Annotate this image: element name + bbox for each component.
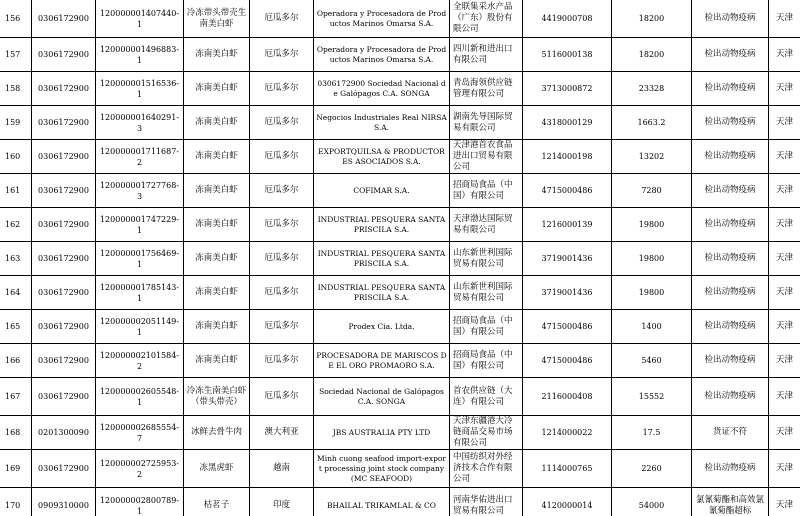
importer-code-cell: 4120000014 bbox=[523, 488, 612, 516]
weight-cell: 19800 bbox=[612, 276, 692, 310]
row-number-cell: 163 bbox=[0, 242, 32, 276]
importer-cell: 河南华佑进出口贸易有限公司 bbox=[450, 488, 523, 516]
weight-cell: 13202 bbox=[612, 140, 692, 174]
port-cell: 天津 bbox=[769, 0, 800, 38]
table-row bbox=[0, 106, 800, 140]
declaration-number-cell: 120000001496883-1 bbox=[96, 38, 184, 72]
port-cell: 天津 bbox=[769, 378, 800, 416]
origin-country-cell: 厄瓜多尔 bbox=[250, 310, 314, 344]
port-cell: 天津 bbox=[769, 488, 800, 516]
product-name-cell: 冻南美白虾 bbox=[184, 208, 250, 242]
importer-cell: 天津渤达国际贸易有限公司 bbox=[450, 208, 523, 242]
hs-code-cell: 0306172900 bbox=[32, 0, 96, 38]
port-cell: 天津 bbox=[769, 344, 800, 378]
origin-country-cell: 厄瓜多尔 bbox=[250, 276, 314, 310]
port-cell: 天津 bbox=[769, 276, 800, 310]
producer-company-cell: EXPORTQUILSA & PRODUCTORES ASOCIADOS S.A. bbox=[314, 140, 450, 174]
importer-code-cell: 1216000139 bbox=[523, 208, 612, 242]
importer-code-cell: 5116000138 bbox=[523, 38, 612, 72]
hs-code-cell: 0306172900 bbox=[32, 174, 96, 208]
rejection-reason-cell: 货证不符 bbox=[692, 416, 769, 450]
declaration-number-cell: 120000002101584-2 bbox=[96, 344, 184, 378]
importer-cell: 四川新和进出口有限公司 bbox=[450, 38, 523, 72]
importer-code-cell: 4715000486 bbox=[523, 310, 612, 344]
importer-code-cell: 2116000408 bbox=[523, 378, 612, 416]
producer-company-cell: JBS AUSTRALIA PTY LTD bbox=[314, 416, 450, 450]
weight-cell: 7280 bbox=[612, 174, 692, 208]
port-cell: 天津 bbox=[769, 208, 800, 242]
table-row bbox=[0, 450, 800, 488]
table-row bbox=[0, 140, 800, 174]
row-number-cell: 165 bbox=[0, 310, 32, 344]
hs-code-cell: 0306172900 bbox=[32, 450, 96, 488]
origin-country-cell: 厄瓜多尔 bbox=[250, 72, 314, 106]
declaration-number-cell: 120000001756469-1 bbox=[96, 242, 184, 276]
weight-cell: 2260 bbox=[612, 450, 692, 488]
rejection-reason-cell: 检出动物疫病 bbox=[692, 38, 769, 72]
declaration-number-cell: 120000001747229-1 bbox=[96, 208, 184, 242]
product-name-cell: 枯茗子 bbox=[184, 488, 250, 516]
producer-company-cell: PROCESADORA DE MARISCOS DE EL ORO PROMAORO S.A. bbox=[314, 344, 450, 378]
importer-cell: 青岛海领供应链管理有限公司 bbox=[450, 72, 523, 106]
producer-company-cell: Operadora y Procesadora de Productos Marinos Omarsa S.A. bbox=[314, 0, 450, 38]
origin-country-cell: 厄瓜多尔 bbox=[250, 106, 314, 140]
importer-cell: 山东新世利国际贸易有限公司 bbox=[450, 276, 523, 310]
producer-company-cell: INDUSTRIAL PESQUERA SANTA PRISCILA S.A. bbox=[314, 276, 450, 310]
rejection-reason-cell: 检出动物疫病 bbox=[692, 72, 769, 106]
table-row bbox=[0, 378, 800, 416]
origin-country-cell: 厄瓜多尔 bbox=[250, 378, 314, 416]
weight-cell: 54000 bbox=[612, 488, 692, 516]
table-row bbox=[0, 208, 800, 242]
declaration-number-cell: 120000002685554-7 bbox=[96, 416, 184, 450]
importer-cell: 天津东疆港大冷链商品交易市场有限公司 bbox=[450, 416, 523, 450]
row-number-cell: 157 bbox=[0, 38, 32, 72]
rejection-reason-cell: 检出动物疫病 bbox=[692, 106, 769, 140]
importer-code-cell: 3719001436 bbox=[523, 242, 612, 276]
importer-cell: 首农供应链（大连）有限公司 bbox=[450, 378, 523, 416]
product-name-cell: 冻南美白虾 bbox=[184, 72, 250, 106]
weight-cell: 1400 bbox=[612, 310, 692, 344]
weight-cell: 23328 bbox=[612, 72, 692, 106]
port-cell: 天津 bbox=[769, 174, 800, 208]
rejection-reason-cell: 检出动物疫病 bbox=[692, 344, 769, 378]
port-cell: 天津 bbox=[769, 450, 800, 488]
producer-company-cell: Negocios Industriales Real NIRSA S.A. bbox=[314, 106, 450, 140]
declaration-number-cell: 120000001785143-1 bbox=[96, 276, 184, 310]
importer-code-cell: 4318000129 bbox=[523, 106, 612, 140]
table-row bbox=[0, 72, 800, 106]
declaration-number-cell: 120000001727768-3 bbox=[96, 174, 184, 208]
row-number-cell: 156 bbox=[0, 0, 32, 38]
weight-cell: 19800 bbox=[612, 242, 692, 276]
importer-code-cell: 4419000708 bbox=[523, 0, 612, 38]
importer-code-cell: 4715000486 bbox=[523, 174, 612, 208]
declaration-number-cell: 120000001407440-1 bbox=[96, 0, 184, 38]
origin-country-cell: 厄瓜多尔 bbox=[250, 174, 314, 208]
hs-code-cell: 0201300090 bbox=[32, 416, 96, 450]
hs-code-cell: 0306172900 bbox=[32, 140, 96, 174]
origin-country-cell: 越南 bbox=[250, 450, 314, 488]
weight-cell: 18200 bbox=[612, 0, 692, 38]
row-number-cell: 170 bbox=[0, 488, 32, 516]
origin-country-cell: 厄瓜多尔 bbox=[250, 208, 314, 242]
hs-code-cell: 0306172900 bbox=[32, 242, 96, 276]
port-cell: 天津 bbox=[769, 242, 800, 276]
weight-cell: 18200 bbox=[612, 38, 692, 72]
rejection-reason-cell: 检出动物疫病 bbox=[692, 276, 769, 310]
product-name-cell: 冻南美白虾 bbox=[184, 106, 250, 140]
importer-code-cell: 3719001436 bbox=[523, 276, 612, 310]
importer-code-cell: 4715000486 bbox=[523, 344, 612, 378]
hs-code-cell: 0306172900 bbox=[32, 106, 96, 140]
product-name-cell: 冻南美白虾 bbox=[184, 242, 250, 276]
row-number-cell: 167 bbox=[0, 378, 32, 416]
row-number-cell: 168 bbox=[0, 416, 32, 450]
table-row bbox=[0, 38, 800, 72]
declaration-number-cell: 120000002051149-1 bbox=[96, 310, 184, 344]
declaration-number-cell: 120000001711687-2 bbox=[96, 140, 184, 174]
row-number-cell: 158 bbox=[0, 72, 32, 106]
weight-cell: 17.5 bbox=[612, 416, 692, 450]
producer-company-cell: COFIMAR S.A. bbox=[314, 174, 450, 208]
importer-cell: 湖南先导国际贸易有限公司 bbox=[450, 106, 523, 140]
port-cell: 天津 bbox=[769, 140, 800, 174]
weight-cell: 1663.2 bbox=[612, 106, 692, 140]
hs-code-cell: 0306172900 bbox=[32, 38, 96, 72]
product-name-cell: 冻南美白虾 bbox=[184, 344, 250, 378]
table-row bbox=[0, 416, 800, 450]
producer-company-cell: Prodex Cia. Ltda. bbox=[314, 310, 450, 344]
row-number-cell: 169 bbox=[0, 450, 32, 488]
importer-cell: 招商局食品（中国）有限公司 bbox=[450, 174, 523, 208]
rejection-reason-cell: 检出动物疫病 bbox=[692, 0, 769, 38]
port-cell: 天津 bbox=[769, 416, 800, 450]
product-name-cell: 冷冻生南美白虾（带头带壳） bbox=[184, 378, 250, 416]
importer-code-cell: 1214000022 bbox=[523, 416, 612, 450]
origin-country-cell: 厄瓜多尔 bbox=[250, 38, 314, 72]
rejection-reason-cell: 检出动物疫病 bbox=[692, 378, 769, 416]
rejection-reason-cell: 检出动物疫病 bbox=[692, 208, 769, 242]
product-name-cell: 冰鲜去骨牛肉 bbox=[184, 416, 250, 450]
product-name-cell: 冻南美白虾 bbox=[184, 174, 250, 208]
product-name-cell: 冻南美白虾 bbox=[184, 140, 250, 174]
importer-cell: 全联集采水产品（广东）股份有限公司 bbox=[450, 0, 523, 38]
rejection-reason-cell: 检出动物疫病 bbox=[692, 450, 769, 488]
declaration-number-cell: 120000001516536-1 bbox=[96, 72, 184, 106]
origin-country-cell: 印度 bbox=[250, 488, 314, 516]
hs-code-cell: 0909310000 bbox=[32, 488, 96, 516]
importer-cell: 山东新世利国际贸易有限公司 bbox=[450, 242, 523, 276]
importer-code-cell: 3713000872 bbox=[523, 72, 612, 106]
row-number-cell: 161 bbox=[0, 174, 32, 208]
origin-country-cell: 厄瓜多尔 bbox=[250, 242, 314, 276]
port-cell: 天津 bbox=[769, 106, 800, 140]
hs-code-cell: 0306172900 bbox=[32, 72, 96, 106]
producer-company-cell: 0306172900 Sociedad Nacional de Galópagos C.A. SONGA bbox=[314, 72, 450, 106]
importer-cell: 招商局食品（中国）有限公司 bbox=[450, 344, 523, 378]
product-name-cell: 冻黑虎虾 bbox=[184, 450, 250, 488]
hs-code-cell: 0306172900 bbox=[32, 310, 96, 344]
row-number-cell: 164 bbox=[0, 276, 32, 310]
origin-country-cell: 澳大利亚 bbox=[250, 416, 314, 450]
declaration-number-cell: 120000002725953-2 bbox=[96, 450, 184, 488]
port-cell: 天津 bbox=[769, 310, 800, 344]
table-row bbox=[0, 276, 800, 310]
port-cell: 天津 bbox=[769, 72, 800, 106]
row-number-cell: 160 bbox=[0, 140, 32, 174]
importer-cell: 天津港首农食品进出口贸易有限公司 bbox=[450, 140, 523, 174]
declaration-number-cell: 120000001640291-3 bbox=[96, 106, 184, 140]
row-number-cell: 159 bbox=[0, 106, 32, 140]
producer-company-cell: Operadora y Procesadora de Productos Marinos Omarsa S.A. bbox=[314, 38, 450, 72]
product-name-cell: 冻南美白虾 bbox=[184, 310, 250, 344]
hs-code-cell: 0306172900 bbox=[32, 344, 96, 378]
table-row bbox=[0, 242, 800, 276]
declaration-number-cell: 120000002800789-1 bbox=[96, 488, 184, 516]
product-name-cell: 冷冻带头带壳生南美白虾 bbox=[184, 0, 250, 38]
origin-country-cell: 厄瓜多尔 bbox=[250, 140, 314, 174]
product-name-cell: 冻南美白虾 bbox=[184, 38, 250, 72]
importer-cell: 招商局食品（中国）有限公司 bbox=[450, 310, 523, 344]
producer-company-cell: INDUSTRIAL PESQUERA SANTA PRISCILA S.A. bbox=[314, 208, 450, 242]
importer-code-cell: 1214000198 bbox=[523, 140, 612, 174]
table-row bbox=[0, 0, 800, 38]
importer-code-cell: 1114000765 bbox=[523, 450, 612, 488]
table-row bbox=[0, 174, 800, 208]
table-row bbox=[0, 344, 800, 378]
weight-cell: 19800 bbox=[612, 208, 692, 242]
producer-company-cell: Sociedad Nacional de Galópagos C.A. SONGA bbox=[314, 378, 450, 416]
table-row bbox=[0, 310, 800, 344]
rejection-reason-cell: 检出动物疫病 bbox=[692, 242, 769, 276]
rejection-reason-cell: 检出动物疫病 bbox=[692, 310, 769, 344]
hs-code-cell: 0306172900 bbox=[32, 276, 96, 310]
producer-company-cell: BHAILAL TRIKAMLAL & CO bbox=[314, 488, 450, 516]
port-cell: 天津 bbox=[769, 38, 800, 72]
origin-country-cell: 厄瓜多尔 bbox=[250, 344, 314, 378]
product-name-cell: 冻南美白虾 bbox=[184, 276, 250, 310]
weight-cell: 5460 bbox=[612, 344, 692, 378]
producer-company-cell: INDUSTRIAL PESQUERA SANTA PRISCILA S.A. bbox=[314, 242, 450, 276]
rejection-reason-cell: 氯氰菊酯和高效氯氰菊酯超标 bbox=[692, 488, 769, 516]
table-row bbox=[0, 488, 800, 516]
declaration-number-cell: 120000002605548-1 bbox=[96, 378, 184, 416]
row-number-cell: 166 bbox=[0, 344, 32, 378]
producer-company-cell: Minh cuong seafood import-export processing joint stock company (MC SEAFOOD) bbox=[314, 450, 450, 488]
rejection-reason-cell: 检出动物疫病 bbox=[692, 140, 769, 174]
row-number-cell: 162 bbox=[0, 208, 32, 242]
importer-cell: 中国纺织对外经济技术合作有限公司 bbox=[450, 450, 523, 488]
hs-code-cell: 0306172900 bbox=[32, 208, 96, 242]
weight-cell: 15552 bbox=[612, 378, 692, 416]
origin-country-cell: 厄瓜多尔 bbox=[250, 0, 314, 38]
hs-code-cell: 0306172900 bbox=[32, 378, 96, 416]
rejection-reason-cell: 检出动物疫病 bbox=[692, 174, 769, 208]
